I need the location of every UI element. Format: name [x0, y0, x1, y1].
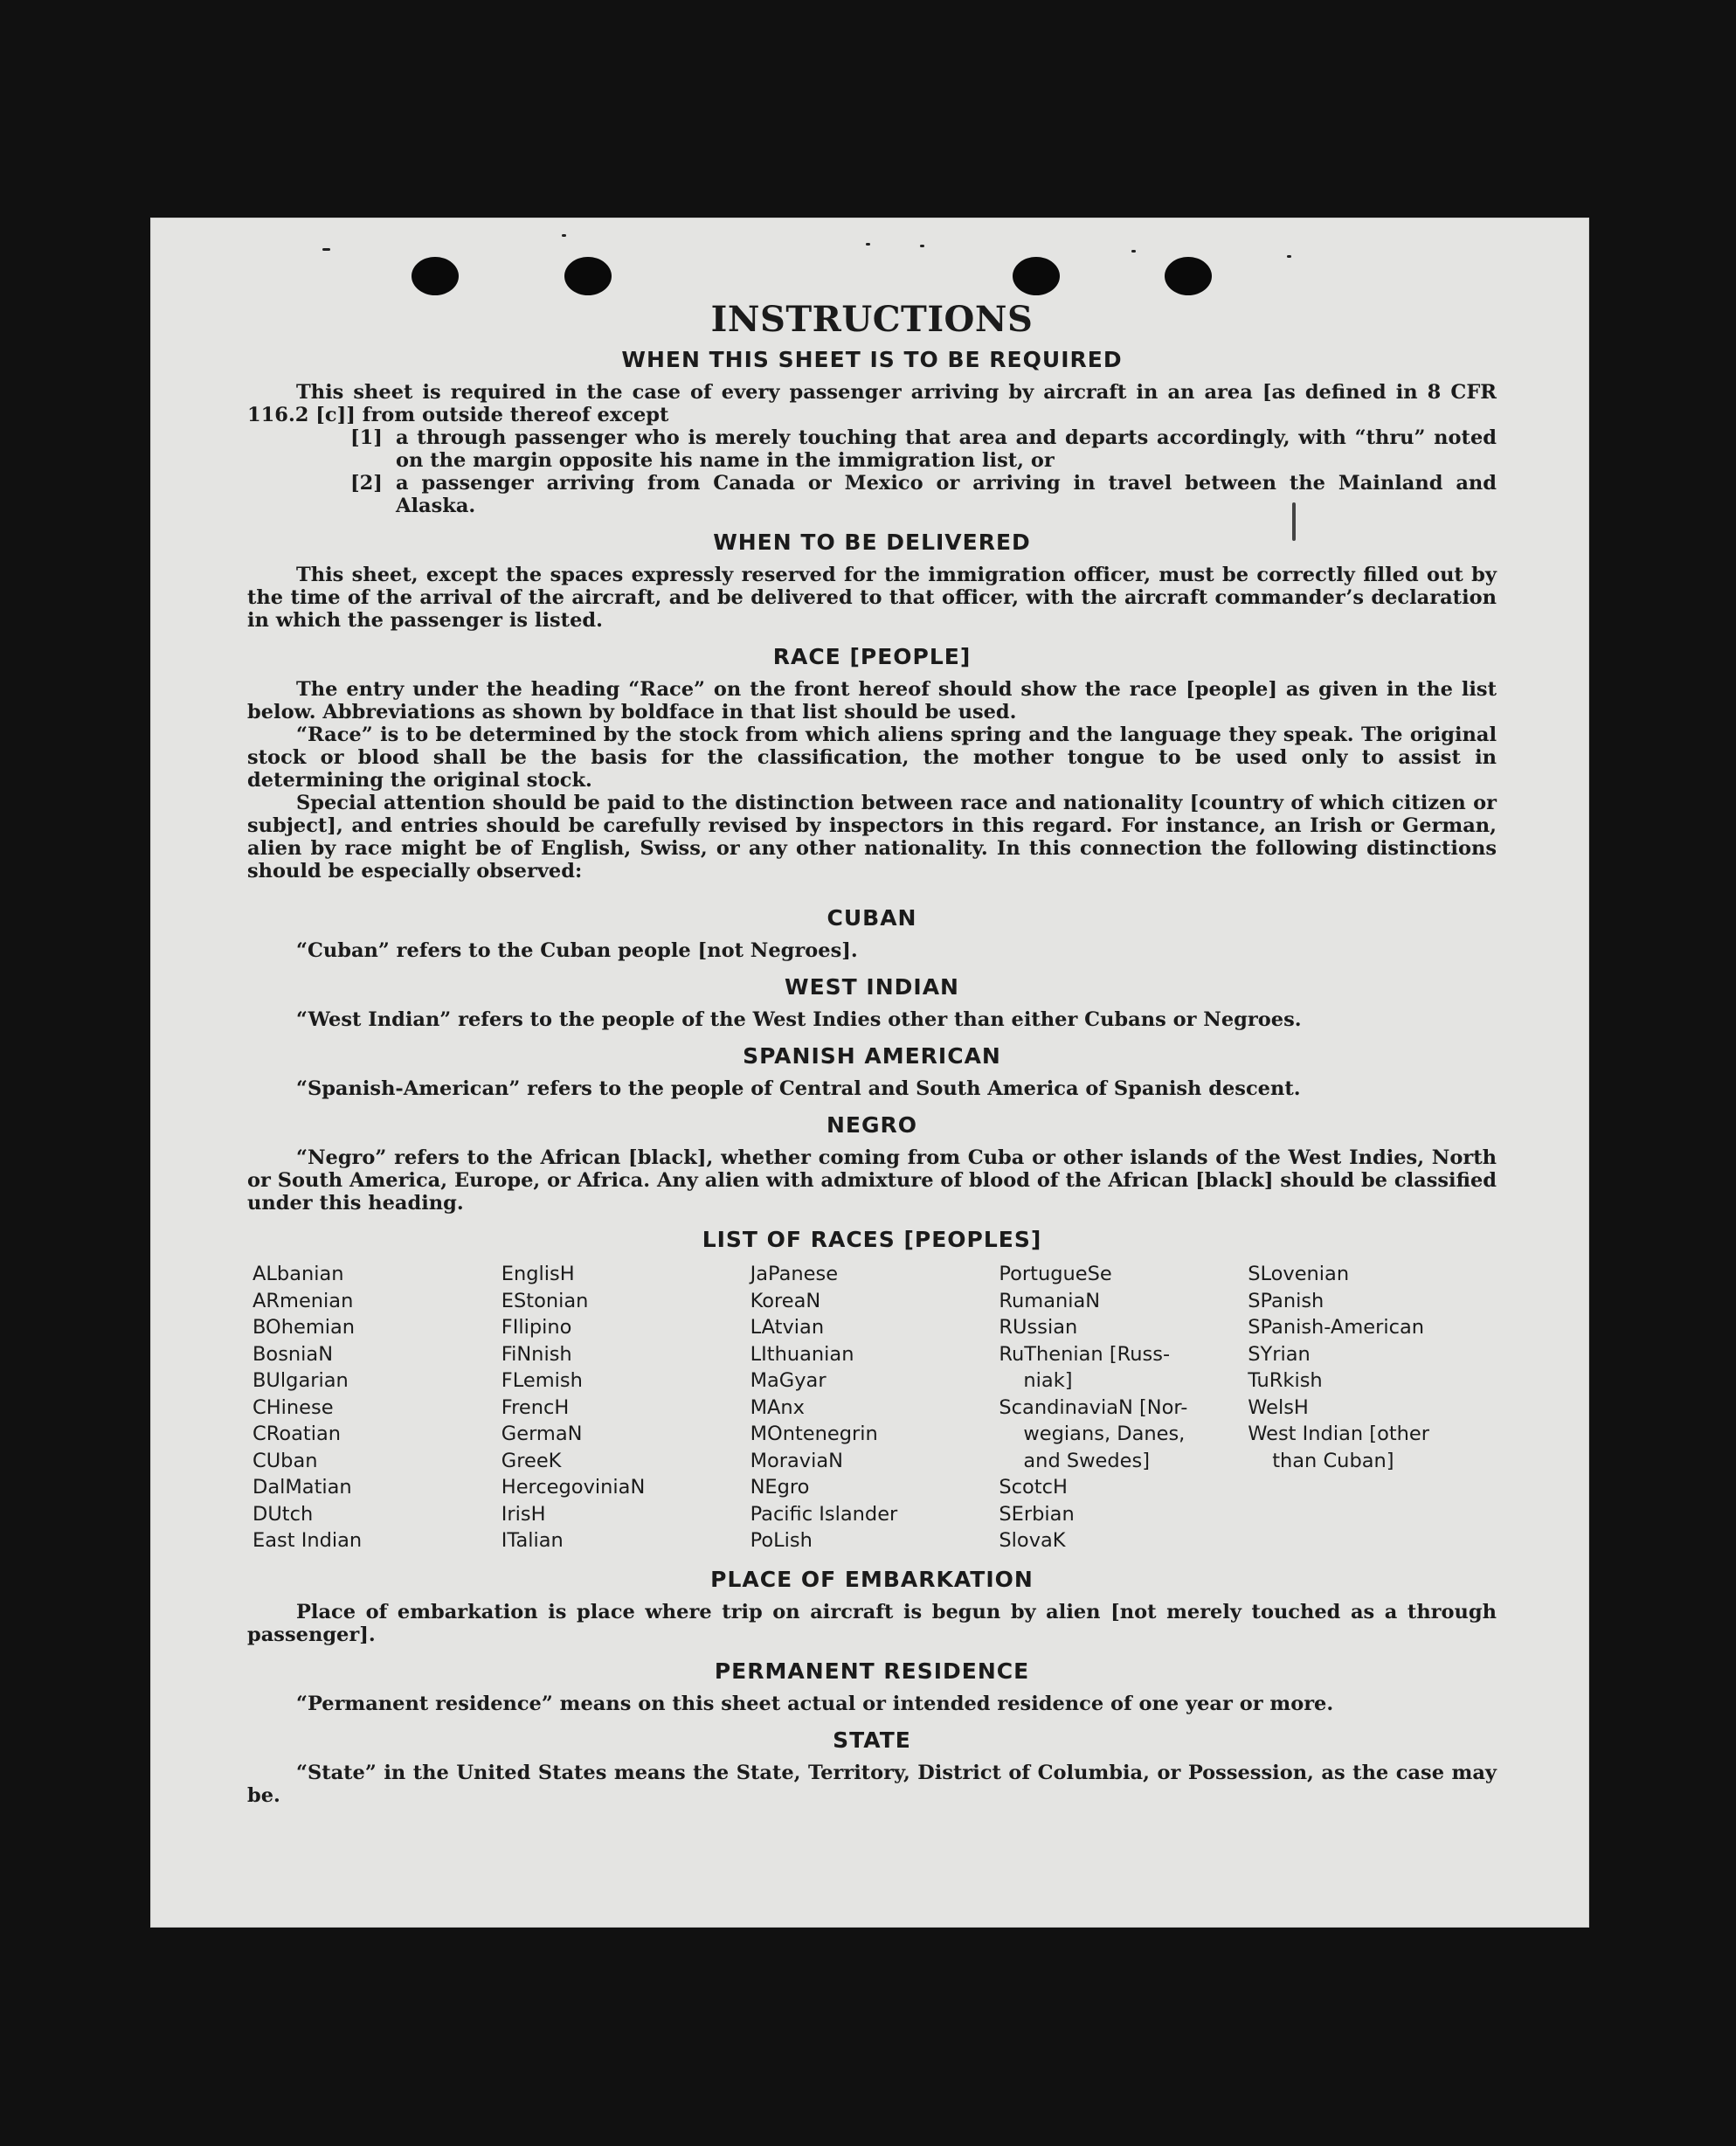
race-entry: CRoatian	[252, 1423, 342, 1445]
west-indian-text: “West Indian” refers to the people of the West Indies other than either Cubans or Negroes.	[296, 1008, 1302, 1031]
race-entry: SLovenian	[1248, 1263, 1350, 1285]
race-entry: ALbanian	[252, 1263, 344, 1285]
race-entry: NEgro	[750, 1476, 810, 1499]
race-entry: JaPanese	[750, 1263, 839, 1285]
race-entry: EStonian	[501, 1289, 589, 1312]
race-entry: TuRkish	[1248, 1369, 1323, 1392]
heading-permanent-residence: PERMANENT RESIDENCE	[714, 1658, 1030, 1684]
race-entry: West Indian [other	[1248, 1423, 1430, 1445]
delivered-text: This sheet, except the spaces expressly reserved for the immigration officer, must be correctly filled out by the time of the arrival of the aircraft, and be delivered to that officer, with the aircraft commander’s declaration in which the passenger is listed.	[247, 564, 1497, 632]
race-entry: LIthuanian	[750, 1342, 854, 1366]
race-entry: GermaN	[501, 1423, 583, 1445]
race-entry: DUtch	[252, 1502, 314, 1526]
heading-cuban: CUBAN	[827, 905, 917, 931]
state-text: “State” in the United States means the State, Territory, District of Columbia, or Possession, as the case may be.	[247, 1761, 1497, 1807]
race-entry: SYrian	[1248, 1342, 1311, 1366]
race-entry: MoraviaN	[750, 1449, 843, 1472]
exception-text: a passenger arriving from Canada or Mexico or arriving in travel between the Mainland and Alaska.	[396, 472, 1497, 517]
race-entry: Pacific Islander	[750, 1502, 898, 1526]
scan-speck	[1287, 255, 1291, 258]
race-entry: RumaniaN	[999, 1289, 1101, 1312]
page-title: INSTRUCTIONS	[710, 299, 1034, 340]
race-entry: SErbian	[999, 1502, 1075, 1526]
race-entry: SPanish-American	[1248, 1316, 1425, 1339]
race-entry: MaGyar	[750, 1369, 827, 1392]
heading-delivered: WHEN TO BE DELIVERED	[713, 530, 1031, 555]
race-entry: SPanish	[1248, 1289, 1324, 1312]
scan-speck	[562, 234, 566, 237]
exception-text: a through passenger who is merely touching that area and departs accordingly, with “thru” noted on the margin opposite his name in the immigration list, or	[396, 426, 1497, 472]
race-entry: IrisH	[501, 1502, 546, 1526]
scan-speck	[1131, 250, 1136, 253]
races-column	[1248, 1261, 1497, 1554]
exception-item-2	[247, 472, 1497, 517]
races-list	[252, 1261, 1497, 1554]
race-entry: RUssian	[999, 1316, 1078, 1339]
exception-item-1	[247, 426, 1497, 472]
race-entry: CHinese	[252, 1395, 334, 1419]
permanent-residence-text: “Permanent residence” means on this sheet actual or intended residence of one year or more.	[296, 1692, 1334, 1715]
punch-hole	[412, 257, 459, 295]
race-entry: RuThenian [Russ-	[999, 1342, 1171, 1366]
races-column	[501, 1261, 750, 1554]
document-sheet	[151, 218, 1588, 1927]
race-entry: EnglisH	[501, 1263, 575, 1285]
race-entry: BUlgarian	[252, 1369, 349, 1392]
races-column	[750, 1261, 999, 1554]
heading-spanish-american: SPANISH AMERICAN	[743, 1043, 1001, 1069]
races-column	[252, 1261, 501, 1554]
scan-speck	[866, 243, 870, 246]
heading-required: WHEN THIS SHEET IS TO BE REQUIRED	[621, 347, 1123, 372]
punch-hole	[564, 257, 612, 295]
race-paragraph-1: The entry under the heading “Race” on the front hereof should show the race [people] as given in the list below. Abbreviations as shown by boldface in that list should be used.	[247, 678, 1497, 723]
race-entry: FLemish	[501, 1369, 583, 1392]
race-entry-continuation: wegians, Danes,	[1023, 1423, 1186, 1445]
race-entry-continuation: and Swedes]	[1023, 1449, 1151, 1472]
race-entry: SlovaK	[999, 1529, 1066, 1552]
required-intro: This sheet is required in the case of every passenger arriving by aircraft in an area [as defined in 8 CFR 116.2 [c]] from outside thereof except	[247, 381, 1497, 426]
race-entry: LAtvian	[750, 1316, 825, 1339]
heading-race: RACE [PEOPLE]	[772, 644, 972, 669]
race-entry: PortugueSe	[999, 1263, 1112, 1285]
race-entry: MAnx	[750, 1395, 805, 1419]
race-entry: HercegoviniaN	[501, 1476, 646, 1499]
race-entry: FIlipino	[501, 1316, 572, 1339]
heading-embarkation: PLACE OF EMBARKATION	[710, 1566, 1034, 1592]
exception-number: [1]	[350, 426, 383, 449]
race-entry: ARmenian	[252, 1289, 354, 1312]
race-entry: PoLish	[750, 1529, 813, 1552]
race-entry: East Indian	[252, 1529, 363, 1552]
race-entry-continuation: niak]	[1023, 1369, 1073, 1392]
punch-hole	[1165, 257, 1212, 295]
race-entry: DalMatian	[252, 1476, 352, 1499]
spanish-american-text: “Spanish-American” refers to the people of Central and South America of Spanish descent.	[296, 1077, 1301, 1100]
instructions-content	[247, 299, 1497, 1807]
race-entry: FrencH	[501, 1395, 570, 1419]
race-entry: FiNnish	[501, 1342, 572, 1366]
scan-speck	[920, 245, 924, 247]
scan-speck	[322, 248, 330, 251]
heading-west-indian: WEST INDIAN	[785, 974, 959, 1000]
embarkation-text: Place of embarkation is place where trip on aircraft is begun by alien [not merely touched as a through passenger].	[247, 1600, 1497, 1646]
race-entry: ScotcH	[999, 1476, 1068, 1499]
race-paragraph-2: “Race” is to be determined by the stock from which aliens spring and the language they speak. The original stock or blood shall be the basis for the classification, the mother tongue to be used only to assist in determining the original stock.	[247, 723, 1497, 792]
cuban-text: “Cuban” refers to the Cuban people [not Negroes].	[296, 939, 858, 962]
race-entry: BosniaN	[252, 1342, 334, 1366]
race-entry: GreeK	[501, 1449, 562, 1472]
heading-state: STATE	[833, 1727, 911, 1753]
race-entry: WelsH	[1248, 1395, 1309, 1419]
race-entry: MOntenegrin	[750, 1423, 878, 1445]
race-entry: CUban	[252, 1449, 318, 1472]
race-entry: BOhemian	[252, 1316, 356, 1339]
negro-text: “Negro” refers to the African [black], whether coming from Cuba or other islands of the West Indies, North or South America, Europe, or Africa. Any alien with admixture of blood of the African [black] should be classified under this heading.	[247, 1146, 1497, 1215]
race-entry: KoreaN	[750, 1289, 821, 1312]
exception-number: [2]	[350, 472, 383, 495]
heading-list-of-races: LIST OF RACES [PEOPLES]	[702, 1227, 1042, 1252]
punch-hole	[1013, 257, 1060, 295]
heading-negro: NEGRO	[826, 1112, 918, 1138]
race-entry-continuation: than Cuban]	[1272, 1449, 1394, 1472]
races-column	[999, 1261, 1248, 1554]
race-paragraph-3: Special attention should be paid to the distinction between race and nationality [country of which citizen or subject], and entries should be carefully revised by inspectors in this regard. For instance, an Irish or German, alien by race might be of English, Swiss, or any other nationality. In this connection the following distinctions should be especially observed:	[247, 792, 1497, 883]
race-entry: ITalian	[501, 1529, 564, 1552]
race-entry: ScandinaviaN [Nor-	[999, 1395, 1188, 1419]
